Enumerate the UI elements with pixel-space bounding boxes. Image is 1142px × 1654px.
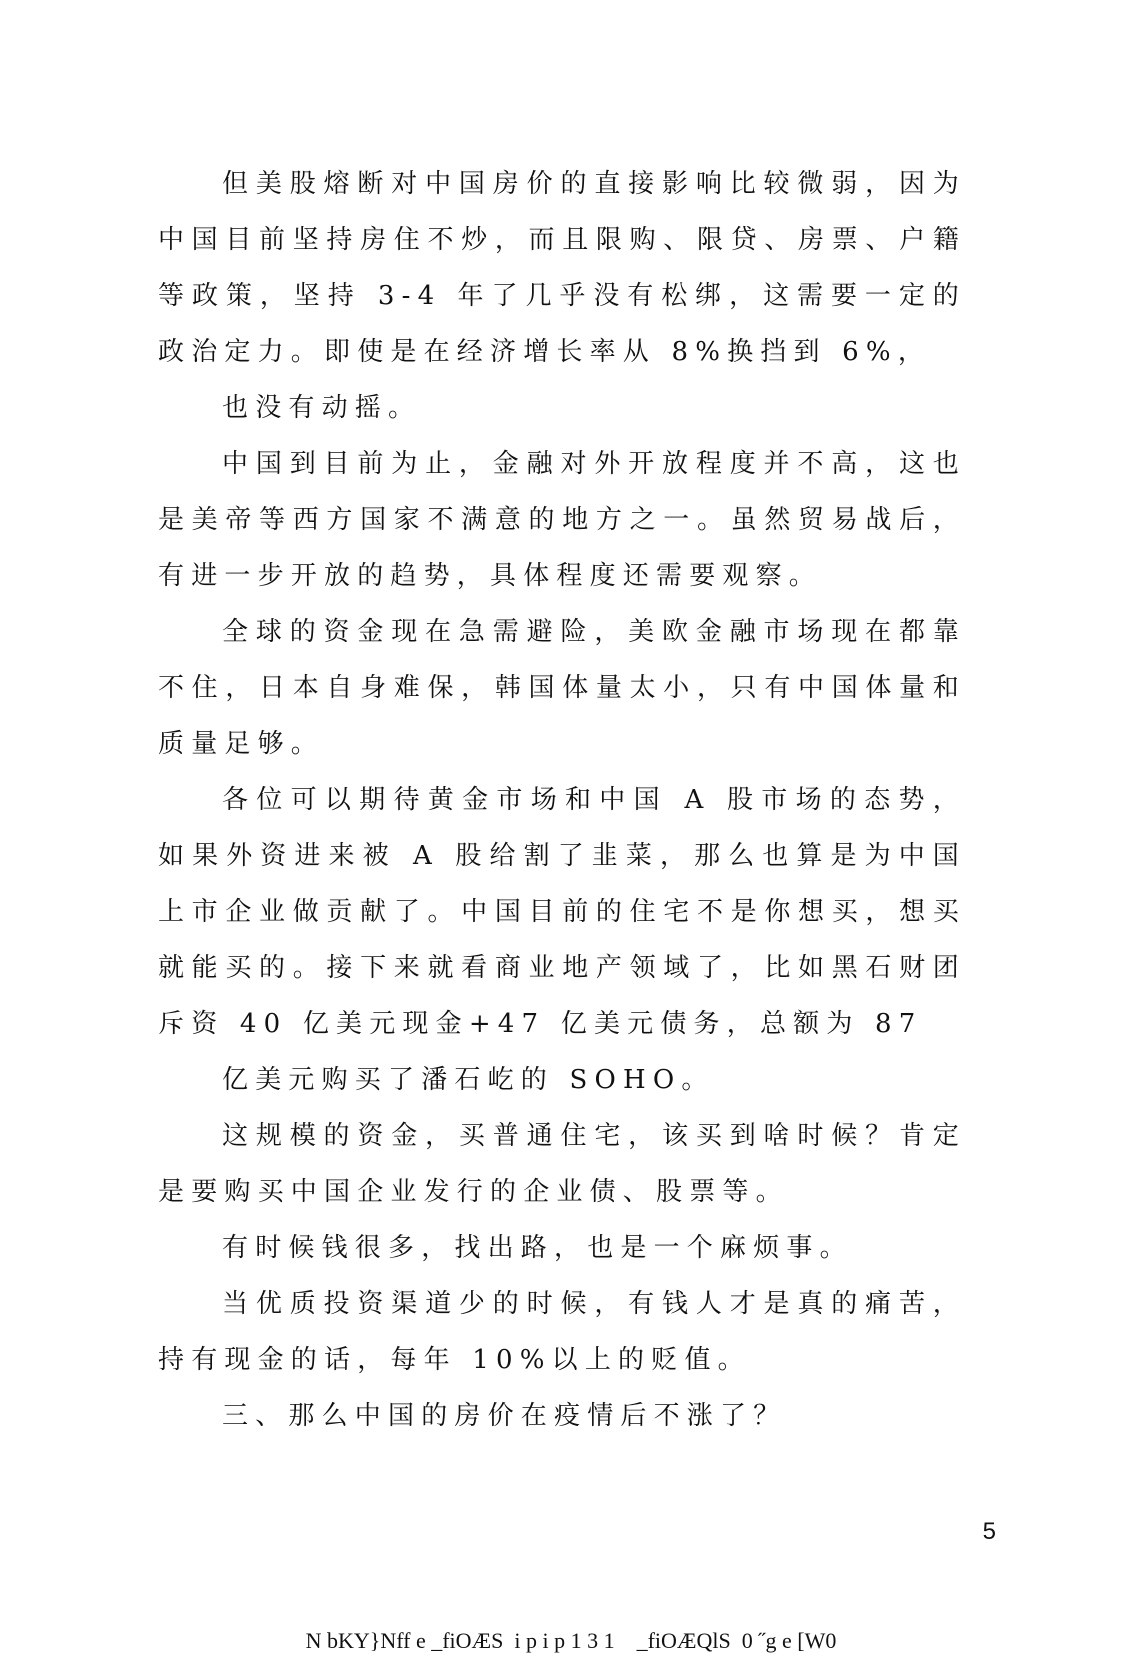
paragraph: 当优质投资渠道少的时候，有钱人才是真的痛苦，持有现金的话，每年 10%以上的贬值。	[158, 1289, 966, 1375]
paragraph: 全球的资金现在急需避险，美欧金融市场现在都靠不住，日本自身难保，韩国体量太小，只有中国体量和质量足够。	[158, 617, 966, 759]
paragraph: 中国到目前为止，金融对外开放程度并不高，这也是美帝等西方国家不满意的地方之一。虽然贸易战后，有进一步开放的趋势，具体程度还需要观察。	[158, 449, 966, 591]
page-number: 5	[982, 1518, 996, 1545]
paragraph: 各位可以期待黄金市场和中国 A 股市场的态势，如果外资进来被 A 股给割了韭菜，那么也算是为中国上市企业做贡献了。中国目前的住宅不是你想买，想买就能买的。接下来就看商业地产领域了，比如黑石财团斥资 40 亿美元现金+47 亿美元债务，总额为 87	[158, 785, 966, 1039]
paragraph: 三、那么中国的房价在疫情后不涨了？	[222, 1401, 787, 1431]
paragraph: 有时候钱很多，找出路，也是一个麻烦事。	[222, 1233, 853, 1263]
paragraph: 也没有动摇。	[222, 393, 422, 423]
paragraph: 但美股熔断对中国房价的直接影响比较微弱，因为中国目前坚持房住不炒，而且限购、限贷、房票、户籍等政策，坚持 3-4 年了几乎没有松绑，这需要一定的政治定力。即使是在经济增长率从 8%换挡到 6%，	[158, 169, 966, 367]
paragraph: 亿美元购买了潘石屹的 SOHO。	[222, 1065, 715, 1095]
paragraph: 这规模的资金，买普通住宅，该买到啥时候？肯定是要购买中国企业发行的企业债、股票等。	[158, 1121, 966, 1207]
body-text	[158, 156, 966, 1444]
page-footer: N bKY}Nff e _fiOÆS i p i p 1 3 1 _fiOÆQlS 0 ˝g e [W0	[305, 1628, 837, 1653]
